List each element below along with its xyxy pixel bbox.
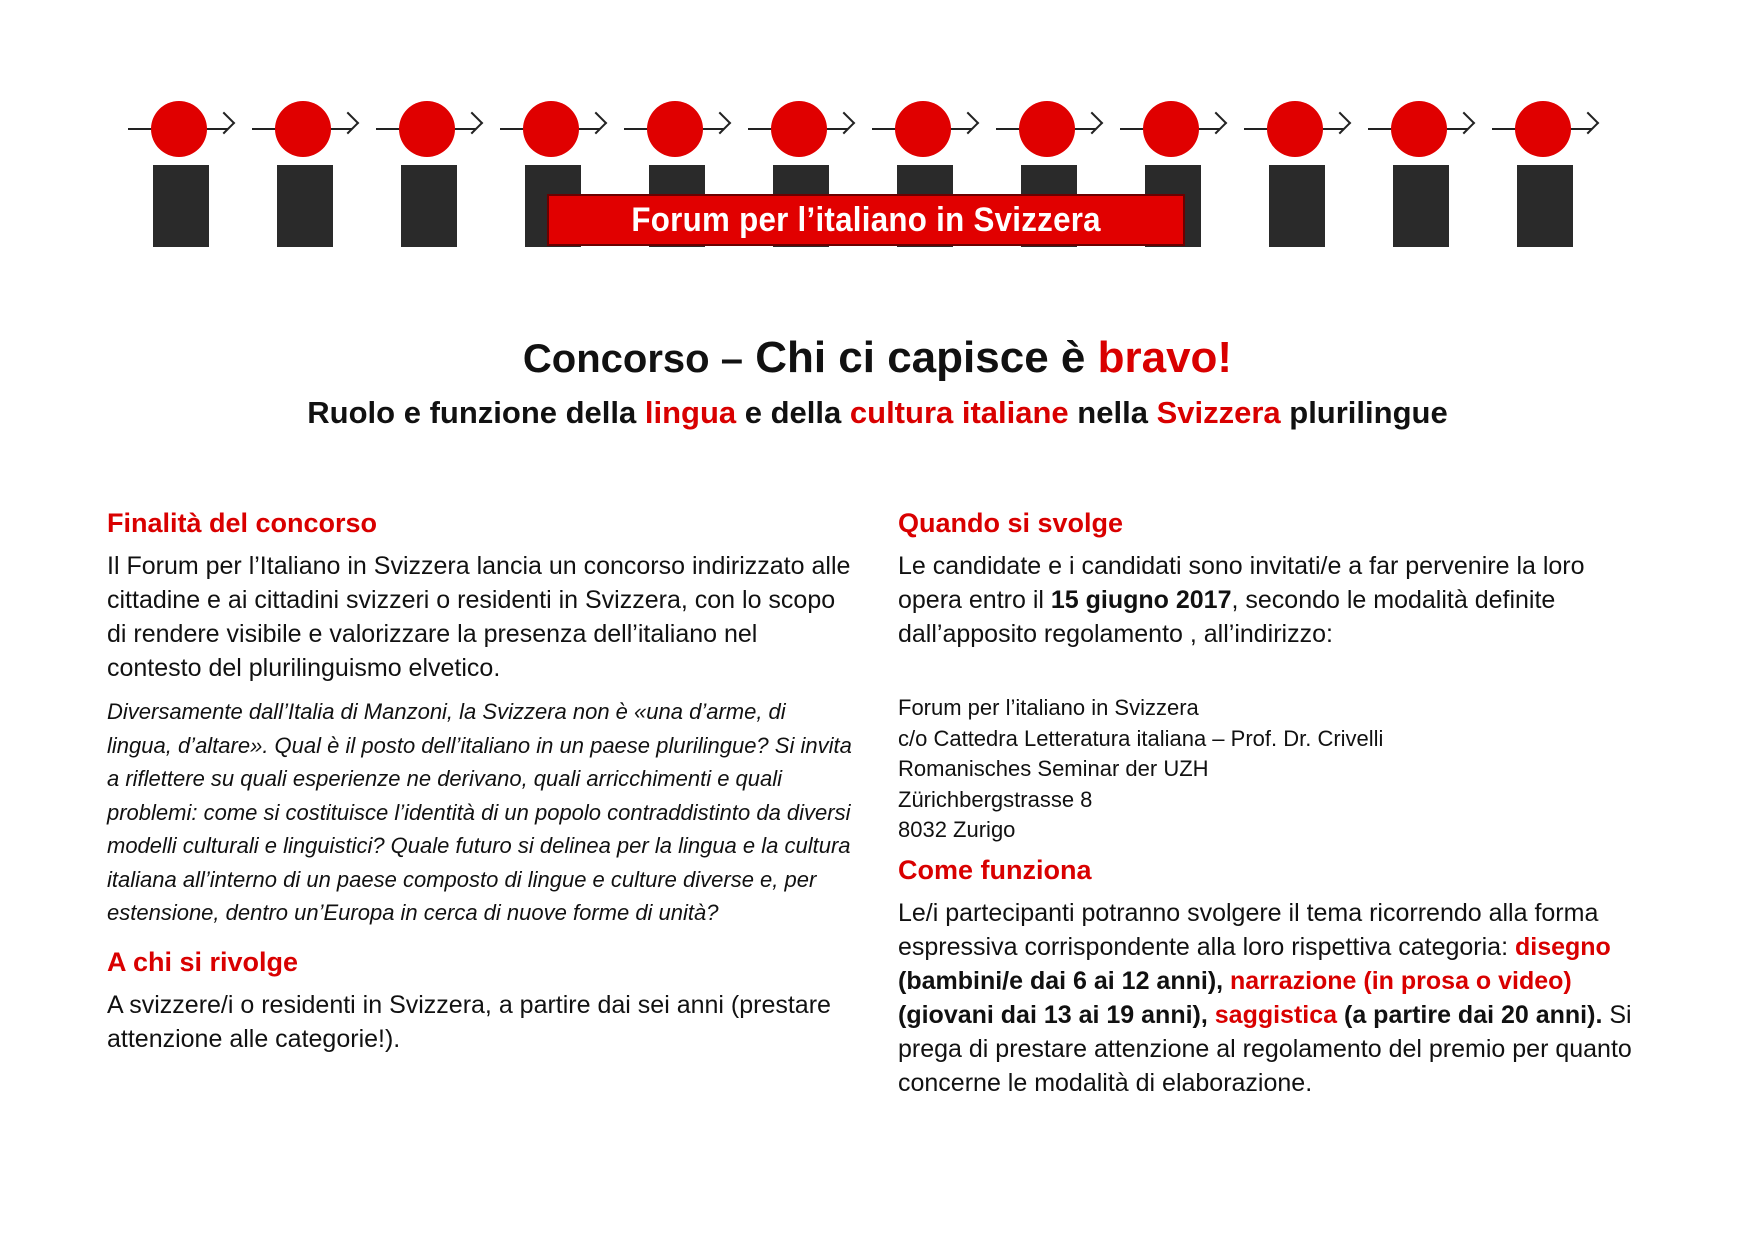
address-line: Romanisches Seminar der UZH [898,756,1209,781]
postal-address [898,693,1638,846]
category-saggistica: saggistica [1214,1000,1338,1029]
i-figure-icon [1244,95,1354,255]
page-subtitle [0,393,1755,433]
heading-rivolge: A chi si rivolge [107,946,299,977]
heading-finalita: Finalità del concorso [107,508,378,538]
category-age-giovani: (giovani dai 13 ai 19 anni), [898,1000,1215,1029]
logo-band-text: Forum per l’italiano in Svizzera [631,200,1101,239]
i-figure-icon [128,95,238,255]
address-line: c/o Cattedra Letteratura italiana – Prof. Dr. Crivelli [898,725,1384,751]
finalita-italic: Diversamente dall’Italia di Manzoni, la Svizzera non è «una d’arme, di lingua, d’altare». Qual è il posto dell’italiano in un paese plurilingue? Si invita a riflettere su quali esperienze ne derivano, quali arricchimenti e quali problemi: come si costituisce l’identità di un popolo contraddistinto da diversi modelli culturali e linguistici? Quale futuro si delinea per la lingua e la cultura italiana all’interno di un paese composto di lingue e culture diverse e, per estensione, dentro un’Europa in cerca di nuove forme di unità? [107,699,852,925]
address-line: Zürichbergstrasse 8 [898,786,1093,812]
i-figure-icon [1492,95,1602,255]
quando-body [898,549,1638,651]
subtitle-segment: plurilingue [1280,395,1448,430]
deadline-date: 15 giugno 2017 [1050,586,1232,614]
title-part-concorso: Concorso – [522,337,743,381]
quando-text-a: Le candidate e i candidati sono invitati/e a far pervenire la loro opera entro il [898,552,1585,614]
page-title [0,330,1755,387]
address-line: 8032 Zurigo [898,817,1016,842]
i-figure-icon [1368,95,1478,255]
subtitle-highlight-svizzera: Svizzera [1156,395,1281,430]
title-part-bravo: bravo [1097,333,1218,382]
rivolge-body: A svizzere/i o residenti in Svizzera, a partire dai sei anni (prestare attenzione alle categorie!). [107,990,831,1053]
address-line: Forum per l’italiano in Svizzera [898,695,1199,720]
subtitle-segment: e della [736,395,850,430]
category-disegno: disegno [1514,932,1611,961]
subtitle-segment: nella [1068,395,1157,430]
come-body [898,896,1638,1100]
subtitle-highlight-cultura: cultura italiane [849,395,1069,430]
title-part-main: Chi ci capisce è [742,333,1098,382]
come-text-end: Si prega di prestare attenzione al regolamento del premio per quanto concerne le modalità di elaborazione. [898,1000,1632,1097]
logo-band [547,194,1185,246]
category-age-adulti: (a partire dai 20 anni). [1337,1000,1603,1029]
finalita-body: Il Forum per l’Italiano in Svizzera lancia un concorso indirizzato alle cittadine e ai cittadini svizzeri o residenti in Svizzera, con lo scopo di rendere visibile e valorizzare la presenza dell’italiano nel contesto del plurilinguismo elvetico. [107,552,851,682]
i-figure-icon [252,95,362,255]
title-block [0,330,1755,433]
category-age-bambini: (bambini/e dai 6 ai 12 anni), [898,966,1231,995]
quando-text-b: , secondo le modalità definite dall’apposito regolamento , all’indirizzo: [898,586,1556,648]
category-narrazione: narrazione (in prosa o video) [1230,966,1572,995]
forum-logo [0,0,1755,260]
title-part-exclamation: ! [1217,333,1233,382]
subtitle-segment: Ruolo e funzione della [307,395,645,430]
subtitle-highlight-lingua: lingua [644,395,737,430]
left-column [107,505,852,1056]
come-text: Le/i partecipanti potranno svolgere il tema ricorrendo alla forma espressiva corrispondente alla loro rispettiva categoria: [898,898,1599,961]
heading-come: Come funziona [898,854,1092,885]
right-column [898,505,1638,1100]
i-figure-icon [376,95,486,255]
heading-quando: Quando si svolge [898,508,1124,538]
